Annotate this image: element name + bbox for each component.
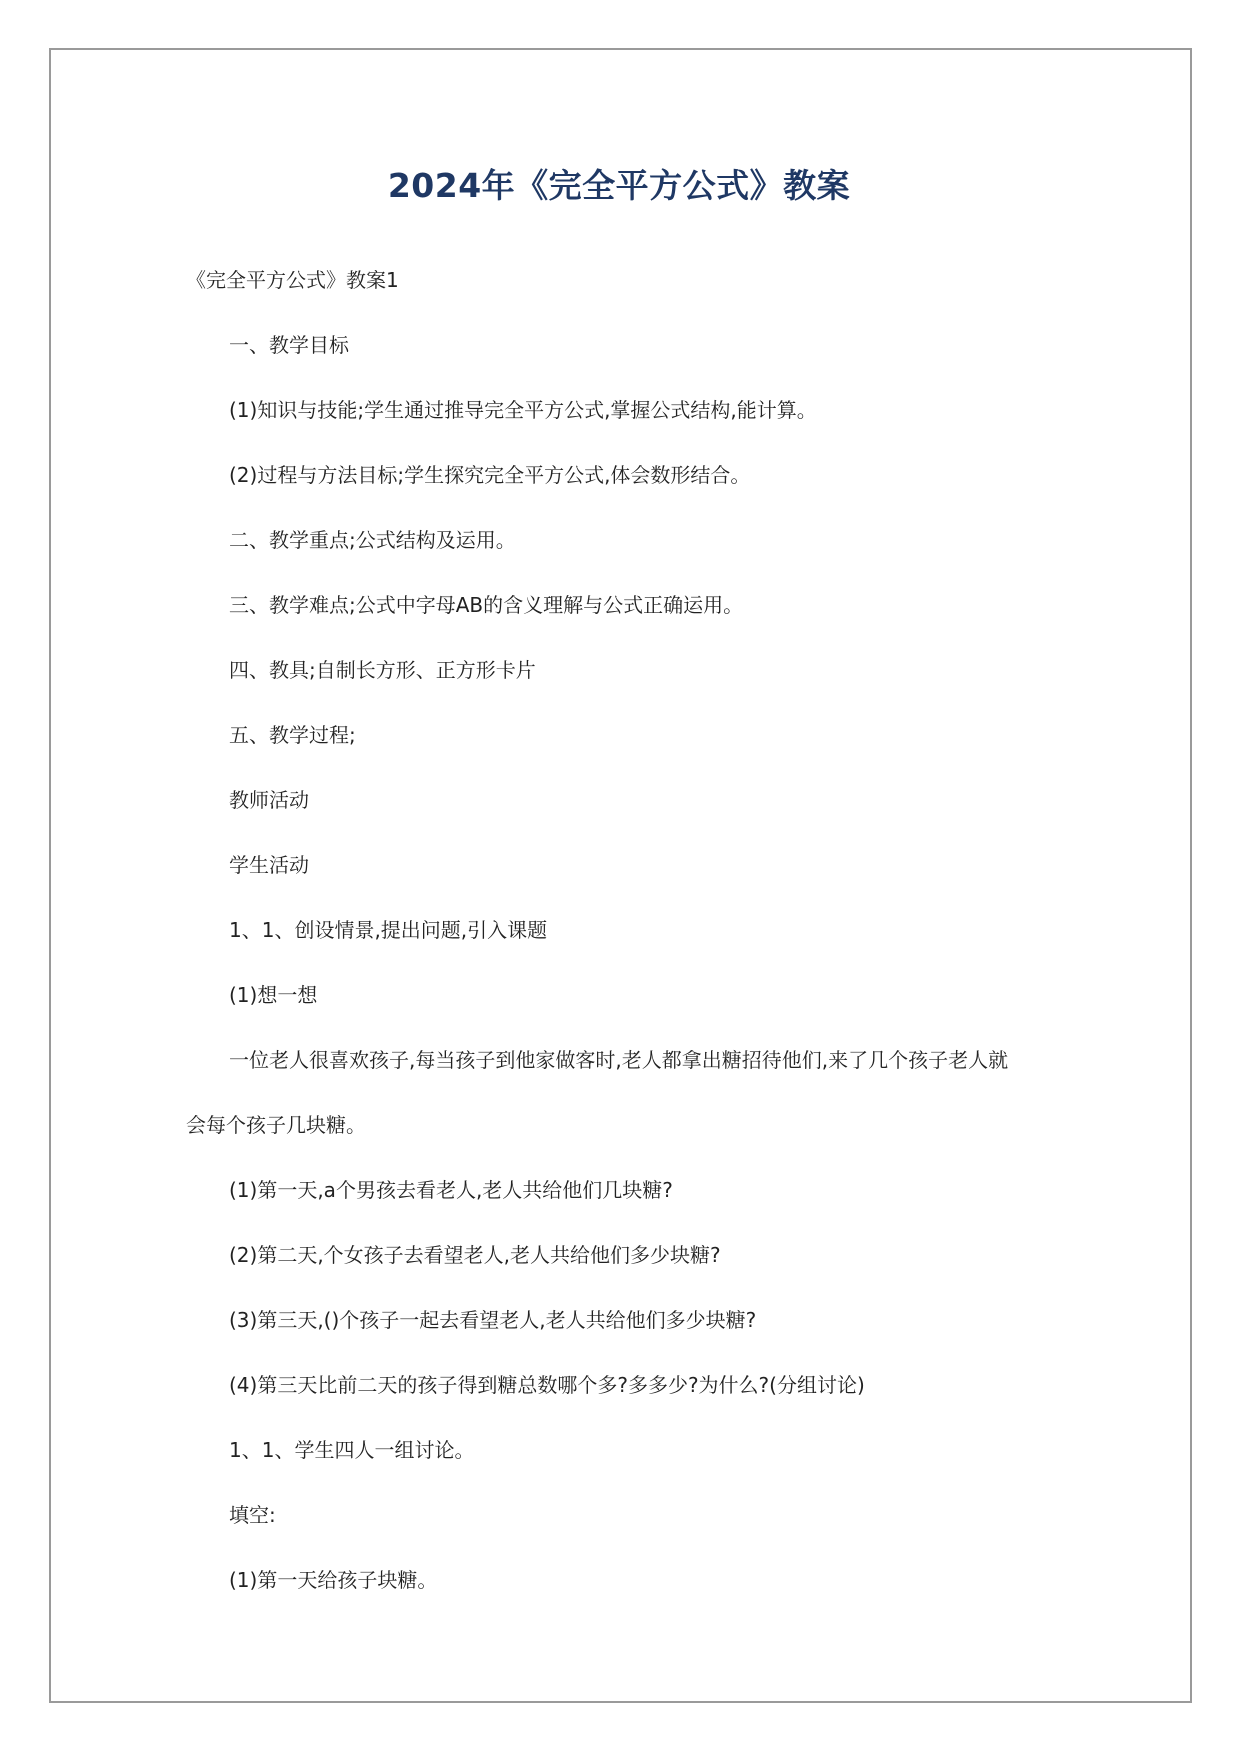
section-heading: 《完全平方公式》教案1 [186, 268, 399, 292]
paragraph: (2)第二天,个女孩子去看望老人,老人共给他们多少块糖? [229, 1243, 721, 1267]
paragraph: 填空: [229, 1503, 276, 1527]
paragraph: 1、1、学生四人一组讨论。 [229, 1438, 475, 1462]
paragraph: 学生活动 [229, 853, 309, 877]
paragraph: 教师活动 [229, 788, 309, 812]
paragraph: 1、1、创设情景,提出问题,引入课题 [229, 918, 548, 942]
paragraph: (1)知识与技能;学生通过推导完全平方公式,掌握公式结构,能计算。 [229, 398, 817, 422]
document-title: 2024年《完全平方公式》教案 [387, 166, 851, 205]
paragraph-continuation: 会每个孩子几块糖。 [186, 1113, 366, 1137]
paragraph: 二、教学重点;公式结构及运用。 [229, 528, 516, 552]
paragraph: (2)过程与方法目标;学生探究完全平方公式,体会数形结合。 [229, 463, 751, 487]
paragraph: 一、教学目标 [229, 333, 349, 357]
paragraph: (1)想一想 [229, 983, 318, 1007]
paragraph: 四、教具;自制长方形、正方形卡片 [229, 658, 536, 682]
paragraph: (4)第三天比前二天的孩子得到糖总数哪个多?多多少?为什么?(分组讨论) [229, 1373, 865, 1397]
paragraph: 五、教学过程; [229, 723, 356, 747]
paragraph: (1)第一天给孩子块糖。 [229, 1568, 438, 1592]
paragraph: 三、教学难点;公式中字母AB的含义理解与公式正确运用。 [229, 593, 744, 617]
paragraph: (3)第三天,()个孩子一起去看望老人,老人共给他们多少块糖? [229, 1308, 757, 1332]
paragraph: 一位老人很喜欢孩子,每当孩子到他家做客时,老人都拿出糖招待他们,来了几个孩子老人就 [229, 1048, 1009, 1072]
paragraph: (1)第一天,a个男孩去看老人,老人共给他们几块糖? [229, 1178, 673, 1202]
